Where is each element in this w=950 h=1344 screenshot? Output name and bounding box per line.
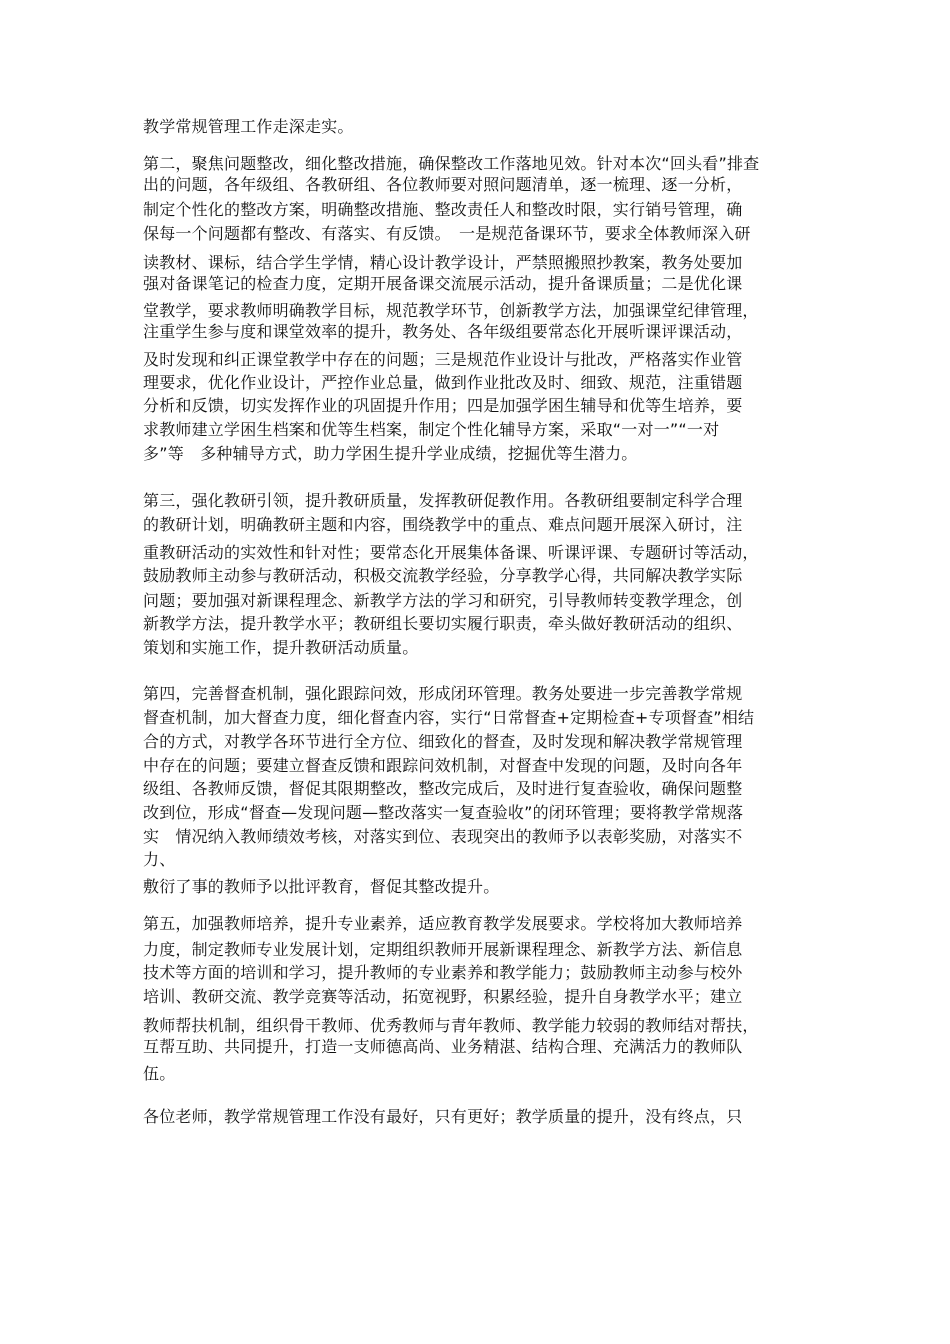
text-line: 鼓励教师主动参与教研活动，积极交流教学经验，分享教学心得，共同解决教学实际 bbox=[143, 566, 743, 585]
text-line: 力、 bbox=[143, 850, 176, 869]
text-line: 级组、各教师反馈，督促其限期整改，整改完成后，及时进行复查验收，确保问题整 bbox=[143, 779, 743, 798]
text-line: 敷衍了事的教师予以批评教育，督促其整改提升。 bbox=[143, 877, 500, 896]
text-line: 互帮互助、共同提升，打造一支师德高尚、业务精湛、结构合理、充满活力的教师队 bbox=[143, 1037, 743, 1056]
text-line: 伍。 bbox=[143, 1064, 176, 1083]
text-line: 合的方式，对教学各环节进行全方位、细致化的督查，及时发现和解决教学常规管理 bbox=[143, 732, 743, 751]
text-line: 重教研活动的实效性和针对性；要常态化开展集体备课、听课评课、专题研讨等活动， bbox=[143, 543, 759, 562]
text-line: 堂教学，要求教师明确教学目标，规范教学环节，创新教学方法，加强课堂纪律管理， bbox=[143, 301, 759, 320]
text-line: 第四，完善督查机制，强化跟踪问效，形成闭环管理。教务处要进一步完善教学常规 bbox=[143, 684, 743, 703]
text-line: 分析和反馈，切实发挥作业的巩固提升作用；四是加强学困生辅导和优等生培养，要 bbox=[143, 396, 743, 415]
text-line: 第五，加强教师培养，提升专业素养，适应教育教学发展要求。学校将加大教师培养 bbox=[143, 914, 743, 933]
text-line: 求教师建立学困生档案和优等生档案，制定个性化辅导方案，采取“一对一”“一对 bbox=[143, 420, 720, 439]
text-line: 的教研计划，明确教研主题和内容，围绕教学中的重点、难点问题开展深入研讨，注 bbox=[143, 515, 743, 534]
text-line: 第三，强化教研引领，提升教研质量，发挥教研促教作用。各教研组要制定科学合理 bbox=[143, 491, 743, 510]
text-line: 力度，制定教师专业发展计划，定期组织教师开展新课程理念、新教学方法、新信息 bbox=[143, 940, 743, 959]
text-line: 各位老师，教学常规管理工作没有最好，只有更好；教学质量的提升，没有终点，只 bbox=[143, 1107, 743, 1126]
text-line: 问题；要加强对新课程理念、新教学方法的学习和研究，引导教师转变教学理念，创 bbox=[143, 591, 743, 610]
text-line: 改到位，形成“督查—发现问题—整改落实一复查验收”的闭环管理；要将教学常规落 bbox=[143, 803, 744, 822]
text-line: 及时发现和纠正课堂教学中存在的问题；三是规范作业设计与批改，严格落实作业管 bbox=[143, 350, 743, 369]
text-line: 读教材、课标，结合学生学情，精心设计教学设计，严禁照搬照抄教案，教务处要加 bbox=[143, 253, 743, 272]
text-line: 培训、教研交流、教学竞赛等活动，拓宽视野，积累经验，提升自身教学水平；建立 bbox=[143, 987, 743, 1006]
text-line: 注重学生参与度和课堂效率的提升，教务处、各年级组要常态化开展听课评课活动， bbox=[143, 322, 743, 341]
text-line: 新教学方法，提升教学水平；教研组长要切实履行职责，牵头做好教研活动的组织、 bbox=[143, 614, 743, 633]
text-line: 强对备课笔记的检查力度，定期开展备课交流展示活动，提升备课质量；二是优化课 bbox=[143, 274, 743, 293]
text-line: 实 情况纳入教师绩效考核，对落实到位、表现突出的教师予以表彰奖励，对落实不 bbox=[143, 827, 743, 846]
text-line: 教学常规管理工作走深走实。 bbox=[143, 117, 354, 136]
text-line: 教师帮扶机制，组织骨干教师、优秀教师与青年教师、教学能力较弱的教师结对帮扶， bbox=[143, 1016, 759, 1035]
text-line: 策划和实施工作，提升教研活动质量。 bbox=[143, 638, 419, 657]
text-line: 多”等 多种辅导方式，助力学困生提升学业成绩，挖掘优等生潜力。 bbox=[143, 444, 638, 463]
text-line: 出的问题，各年级组、各教研组、各位教师要对照问题清单，逐一梳理、逐一分析， bbox=[143, 175, 743, 194]
text-line: 督查机制，加大督查力度，细化督查内容，实行“日常督查+定期检查+专项督查”相结 bbox=[143, 708, 755, 727]
text-line: 制定个性化的整改方案，明确整改措施、整改责任人和整改时限，实行销号管理，确 bbox=[143, 200, 743, 219]
text-line: 理要求，优化作业设计，严控作业总量，做到作业批改及时、细致、规范，注重错题 bbox=[143, 373, 743, 392]
text-line: 第二，聚焦问题整改，细化整改措施，确保整改工作落地见效。针对本次“回头看”排查 bbox=[143, 154, 760, 173]
text-line: 保每一个问题都有整改、有落实、有反馈。 一是规范备课环节，要求全体教师深入研 bbox=[143, 224, 751, 243]
text-line: 中存在的问题；要建立督查反馈和跟踪问效机制，对督查中发现的问题，及时向各年 bbox=[143, 756, 743, 775]
text-line: 技术等方面的培训和学习，提升教师的专业素养和教学能力；鼓励教师主动参与校外 bbox=[143, 963, 743, 982]
